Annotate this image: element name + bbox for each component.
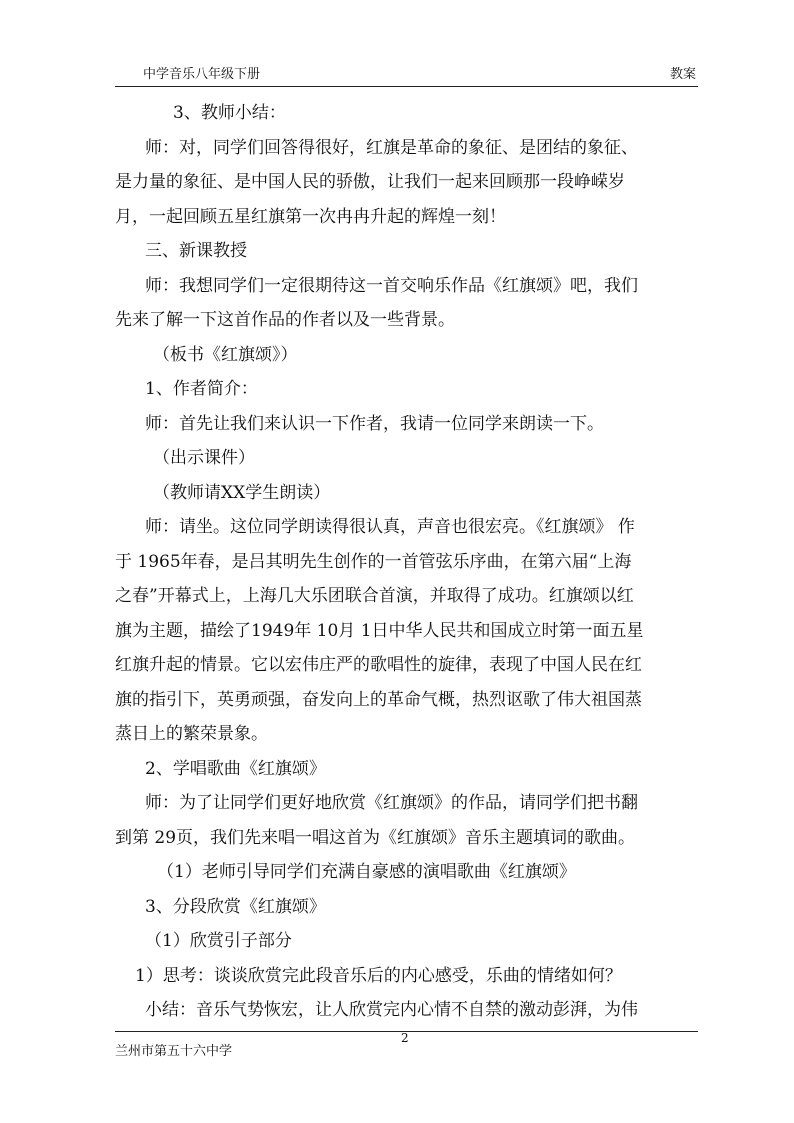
- text-line: 是力量的象征、是中国人民的骄傲，让我们一起来回顾那一段峥嵘岁: [115, 172, 625, 192]
- text-line: （板书《红旗颂》）: [153, 344, 298, 365]
- text-line: 1、作者简介：: [145, 379, 258, 399]
- text-line: 师：首先让我们来认识一下作者，我请一位同学来朗读一下。: [145, 413, 604, 434]
- text-line: 3、分段欣赏《红旗颂》: [145, 896, 326, 917]
- text-line: 蒸日上的繁荣景象。: [115, 724, 268, 744]
- text-line: 月，一起回顾五星红旗第一次冉冉升起的辉煌一刻！: [115, 206, 506, 227]
- text-line: 2、学唱歌曲《红旗颂》: [145, 758, 326, 779]
- header-doc-type: 教案: [669, 67, 696, 82]
- page-body: [115, 96, 698, 1028]
- text-line: 1）思考：谈谈欣赏完此段音乐后的内心感受，乐曲的情绪如何？: [135, 965, 622, 986]
- text-line: （教师请XX学生朗读）: [153, 482, 331, 503]
- text-line: （出示课件）: [153, 448, 255, 468]
- text-line: 到第 29页，我们先来唱一唱这首为《红旗颂》音乐主题填词的歌曲。: [115, 827, 636, 848]
- text-line: 旗为主题，描绘了1949年 10月 1日中华人民共和国成立时第一面五星: [115, 620, 644, 641]
- header-course-title: 中学音乐八年级下册: [143, 67, 261, 82]
- text-line: 红旗升起的情景。它以宏伟庄严的歌唱性的旋律，表现了中国人民在红: [115, 655, 642, 675]
- text-line: 师：对，同学们回答得很好，红旗是革命的象征、是团结的象征、: [145, 137, 638, 158]
- text-line: 师：请坐。这位同学朗读得很认真，声音也很宏亮。《红旗颂》 作: [145, 517, 635, 537]
- text-line: （1）老师引导同学们充满自豪感的演唱歌曲《红旗颂》: [157, 862, 576, 882]
- text-line: 三、新课教授: [145, 241, 247, 261]
- footer-school-name: 兰州市第五十六中学: [115, 1044, 233, 1059]
- text-line: 小结：音乐气势恢宏，让人欣赏完内心情不自禁的激动彭湃，为伟: [145, 1000, 638, 1020]
- text-line: 于 1965年春，是吕其明先生创作的一首管弦乐序曲，在第六届“上海: [115, 551, 632, 572]
- text-line: 3、教师小结：: [173, 103, 286, 123]
- text-line: 师：为了让同学们更好地欣赏《红旗颂》的作品，请同学们把书翻: [145, 793, 638, 813]
- text-line: 之春”开幕式上，上海几大乐团联合首演，并取得了成功。红旗颂以红: [115, 586, 634, 606]
- text-line: （1）欣赏引子部分: [145, 931, 292, 951]
- text-line: 先来了解一下这首作品的作者以及一些背景。: [115, 310, 455, 330]
- text-line: 旗的指引下，英勇顽强，奋发向上的革命气概，热烈讴歌了伟大祖国蒸: [115, 689, 642, 710]
- page-header: [115, 58, 698, 87]
- page-number: 2: [401, 1031, 409, 1045]
- text-line: 师：我想同学们一定很期待这一首交响乐作品《红旗颂》吧，我们: [145, 275, 638, 296]
- page-footer: [115, 1031, 698, 1072]
